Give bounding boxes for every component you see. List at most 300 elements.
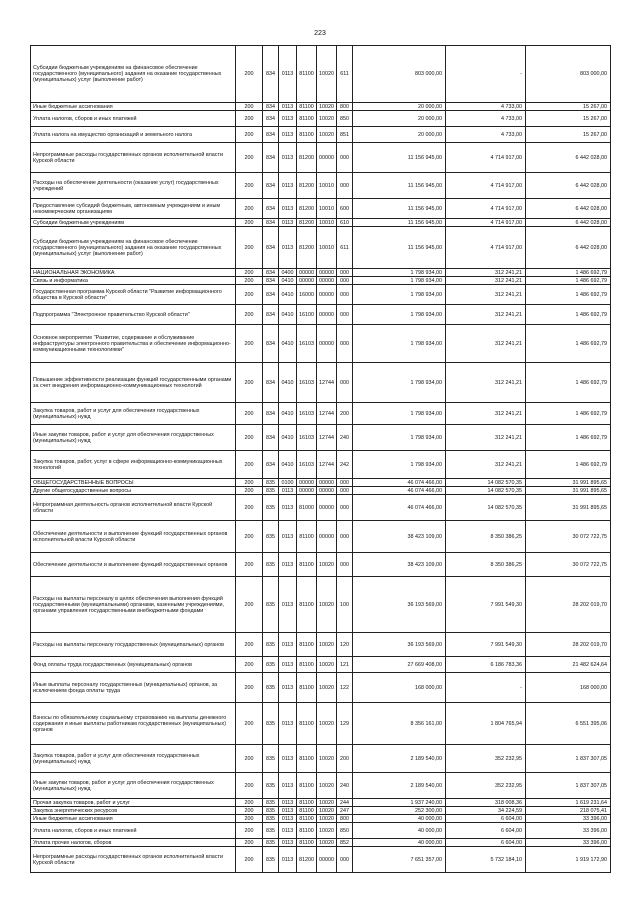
amount-cell-2: 4 733,00 (446, 127, 526, 143)
code-cell-5: 10010 (317, 219, 337, 227)
amount-cell-1: 38 423 109,00 (353, 553, 446, 577)
code-cell-2: 834 (263, 363, 279, 403)
row-name-cell: Закупка товаров, работ, услуг в сфере информационно-коммуникационных технологий (31, 451, 236, 479)
amount-cell-1: 36 193 569,00 (353, 633, 446, 657)
table-row (31, 219, 611, 227)
row-name-cell: Иные выплаты персоналу государственных (муниципальных) органов, за исключением фонда оплаты труда (31, 673, 236, 703)
amount-cell-1: 20 000,00 (353, 127, 446, 143)
code-cell-2: 834 (263, 143, 279, 173)
table-row (31, 487, 611, 495)
code-cell-5: 10010 (317, 199, 337, 219)
code-cell-3: 0113 (279, 521, 297, 553)
code-cell-1: 200 (236, 227, 263, 269)
code-cell-2: 834 (263, 173, 279, 199)
amount-cell-2: 1 804 765,94 (446, 703, 526, 745)
amount-cell-1: 1 798 934,00 (353, 325, 446, 363)
code-cell-1: 200 (236, 487, 263, 495)
amount-cell-3: 33 396,00 (526, 815, 611, 823)
amount-cell-1: 1 798 934,00 (353, 425, 446, 451)
amount-cell-3: 28 202 019,70 (526, 577, 611, 633)
code-cell-5: 00000 (317, 495, 337, 521)
code-cell-1: 200 (236, 847, 263, 873)
table-row (31, 839, 611, 847)
amount-cell-3: 1 486 692,79 (526, 425, 611, 451)
amount-cell-2: 4 733,00 (446, 111, 526, 127)
row-name-cell: Фонд оплаты труда государственных (муниципальных) органов (31, 657, 236, 673)
amount-cell-2: 14 082 570,35 (446, 487, 526, 495)
code-cell-2: 835 (263, 553, 279, 577)
table-row (31, 269, 611, 277)
code-cell-6: 244 (337, 799, 353, 807)
code-cell-4: 16103 (297, 363, 317, 403)
code-cell-5: 10020 (317, 46, 337, 103)
code-cell-2: 835 (263, 799, 279, 807)
amount-cell-1: 20 000,00 (353, 111, 446, 127)
amount-cell-2: 312 241,21 (446, 277, 526, 285)
code-cell-6: 610 (337, 219, 353, 227)
row-name-cell: Взносы по обязательному социальному страхованию на выплаты денежного содержания и иные выплаты работникам государственных (муниципальных) органов (31, 703, 236, 745)
amount-cell-3: 6 442 028,00 (526, 227, 611, 269)
amount-cell-3: 1 486 692,79 (526, 363, 611, 403)
row-name-cell: Непрограммные расходы государственных органов исполнительной власти Курской области (31, 143, 236, 173)
code-cell-1: 200 (236, 495, 263, 521)
code-cell-6: 850 (337, 823, 353, 839)
table-row (31, 325, 611, 363)
code-cell-2: 835 (263, 673, 279, 703)
code-cell-5: 10020 (317, 111, 337, 127)
amount-cell-2: 312 241,21 (446, 269, 526, 277)
code-cell-4: 00000 (297, 277, 317, 285)
row-name-cell: Основное мероприятие "Развитие, содержание и обслуживание инфраструктуры электронного правительства и обеспечение информационно-коммуникационными технологиями" (31, 325, 236, 363)
code-cell-2: 835 (263, 495, 279, 521)
row-name-cell: Другие общегосударственные вопросы (31, 487, 236, 495)
code-cell-4: 81100 (297, 673, 317, 703)
amount-cell-2: 6 604,00 (446, 815, 526, 823)
code-cell-3: 0410 (279, 425, 297, 451)
amount-cell-3: 1 837 307,05 (526, 745, 611, 773)
code-cell-1: 200 (236, 111, 263, 127)
code-cell-5: 10020 (317, 703, 337, 745)
table-row (31, 823, 611, 839)
code-cell-5: 10020 (317, 673, 337, 703)
amount-cell-2: - (446, 673, 526, 703)
table-row (31, 143, 611, 173)
code-cell-4: 81100 (297, 799, 317, 807)
amount-cell-3: 31 991 895,65 (526, 479, 611, 487)
code-cell-1: 200 (236, 673, 263, 703)
code-cell-1: 200 (236, 403, 263, 425)
code-cell-6: 000 (337, 277, 353, 285)
code-cell-6: 000 (337, 847, 353, 873)
code-cell-6: 000 (337, 487, 353, 495)
row-name-cell: Иные бюджетные ассигнования (31, 815, 236, 823)
row-name-cell: Повышение эффективности реализации функций государственными органами за счет внедрения информационно-коммуникационных технологий (31, 363, 236, 403)
code-cell-4: 00000 (297, 479, 317, 487)
row-name-cell: Закупка товаров, работ и услуг для обеспечения государственных (муниципальных) нужд (31, 403, 236, 425)
amount-cell-2: 14 082 570,35 (446, 495, 526, 521)
amount-cell-1: 11 156 945,00 (353, 173, 446, 199)
amount-cell-1: 1 798 934,00 (353, 269, 446, 277)
code-cell-3: 0410 (279, 305, 297, 325)
code-cell-1: 200 (236, 143, 263, 173)
code-cell-1: 200 (236, 325, 263, 363)
amount-cell-3: 6 442 028,00 (526, 143, 611, 173)
amount-cell-2: 4 733,00 (446, 103, 526, 111)
table-row (31, 673, 611, 703)
row-name-cell: Уплата налогов, сборов и иных платежей (31, 111, 236, 127)
code-cell-2: 834 (263, 199, 279, 219)
amount-cell-1: 1 798 934,00 (353, 403, 446, 425)
table-row (31, 173, 611, 199)
code-cell-4: 16103 (297, 403, 317, 425)
amount-cell-2: 7 991 549,30 (446, 633, 526, 657)
code-cell-5: 10020 (317, 127, 337, 143)
amount-cell-2: 318 008,36 (446, 799, 526, 807)
code-cell-3: 0113 (279, 219, 297, 227)
table-row (31, 633, 611, 657)
amount-cell-3: 1 486 692,79 (526, 451, 611, 479)
code-cell-6: 800 (337, 815, 353, 823)
code-cell-1: 200 (236, 451, 263, 479)
code-cell-5: 00000 (317, 143, 337, 173)
code-cell-2: 835 (263, 521, 279, 553)
code-cell-5: 10010 (317, 173, 337, 199)
code-cell-2: 835 (263, 823, 279, 839)
code-cell-5: 00000 (317, 325, 337, 363)
amount-cell-1: 11 156 945,00 (353, 227, 446, 269)
code-cell-2: 834 (263, 305, 279, 325)
code-cell-1: 200 (236, 363, 263, 403)
code-cell-1: 200 (236, 773, 263, 799)
code-cell-3: 0113 (279, 815, 297, 823)
amount-cell-1: 2 189 540,00 (353, 745, 446, 773)
code-cell-6: 000 (337, 285, 353, 305)
table-body (31, 46, 611, 873)
amount-cell-3: 6 442 028,00 (526, 173, 611, 199)
code-cell-5: 10020 (317, 657, 337, 673)
row-name-cell: Уплата прочих налогов, сборов (31, 839, 236, 847)
code-cell-4: 81100 (297, 657, 317, 673)
amount-cell-1: 11 156 945,00 (353, 143, 446, 173)
code-cell-3: 0113 (279, 847, 297, 873)
amount-cell-1: 1 798 934,00 (353, 451, 446, 479)
code-cell-6: 611 (337, 46, 353, 103)
code-cell-2: 834 (263, 103, 279, 111)
amount-cell-3: 31 991 895,65 (526, 495, 611, 521)
code-cell-6: 247 (337, 807, 353, 815)
row-name-cell: НАЦИОНАЛЬНАЯ ЭКОНОМИКА (31, 269, 236, 277)
code-cell-2: 835 (263, 745, 279, 773)
code-cell-4: 16103 (297, 325, 317, 363)
table-row (31, 227, 611, 269)
code-cell-3: 0113 (279, 495, 297, 521)
code-cell-1: 200 (236, 745, 263, 773)
amount-cell-1: 7 651 357,00 (353, 847, 446, 873)
code-cell-5: 10020 (317, 553, 337, 577)
budget-table (30, 45, 611, 873)
code-cell-4: 81200 (297, 143, 317, 173)
code-cell-4: 16103 (297, 451, 317, 479)
table-row (31, 745, 611, 773)
code-cell-4: 16000 (297, 285, 317, 305)
code-cell-3: 0100 (279, 479, 297, 487)
table-row (31, 305, 611, 325)
code-cell-3: 0113 (279, 773, 297, 799)
code-cell-2: 835 (263, 807, 279, 815)
table-row (31, 807, 611, 815)
code-cell-6: 121 (337, 657, 353, 673)
code-cell-5: 00000 (317, 479, 337, 487)
code-cell-5: 10020 (317, 815, 337, 823)
code-cell-4: 81100 (297, 703, 317, 745)
code-cell-1: 200 (236, 277, 263, 285)
amount-cell-3: 28 202 019,70 (526, 633, 611, 657)
amount-cell-3: 803 000,00 (526, 46, 611, 103)
amount-cell-2: 4 714 917,00 (446, 199, 526, 219)
code-cell-1: 200 (236, 553, 263, 577)
code-cell-4: 81100 (297, 46, 317, 103)
code-cell-1: 200 (236, 703, 263, 745)
row-name-cell: Расходы на обеспечение деятельности (оказание услуг) государственных учреждений (31, 173, 236, 199)
code-cell-3: 0113 (279, 745, 297, 773)
table-row (31, 403, 611, 425)
code-cell-1: 200 (236, 269, 263, 277)
code-cell-6: 000 (337, 173, 353, 199)
code-cell-2: 834 (263, 219, 279, 227)
amount-cell-2: 34 224,59 (446, 807, 526, 815)
amount-cell-2: 312 241,21 (446, 285, 526, 305)
amount-cell-3: 6 551 395,06 (526, 703, 611, 745)
row-name-cell: Предоставление субсидий бюджетным, автономным учреждениям и иным некоммерческим организациям (31, 199, 236, 219)
code-cell-6: 120 (337, 633, 353, 657)
code-cell-1: 200 (236, 219, 263, 227)
amount-cell-3: 218 075,41 (526, 807, 611, 815)
code-cell-3: 0113 (279, 799, 297, 807)
amount-cell-1: 27 669 408,00 (353, 657, 446, 673)
amount-cell-3: 1 486 692,79 (526, 285, 611, 305)
code-cell-5: 10020 (317, 839, 337, 847)
code-cell-1: 200 (236, 173, 263, 199)
code-cell-4: 81100 (297, 807, 317, 815)
amount-cell-1: 1 937 240,00 (353, 799, 446, 807)
code-cell-4: 81100 (297, 745, 317, 773)
amount-cell-3: 30 072 722,75 (526, 553, 611, 577)
row-name-cell: Обеспечение деятельности и выполнение функций государственных органов исполнительной власти Курской области (31, 521, 236, 553)
amount-cell-3: 15 267,00 (526, 111, 611, 127)
code-cell-2: 834 (263, 425, 279, 451)
code-cell-4: 81100 (297, 633, 317, 657)
code-cell-4: 81100 (297, 823, 317, 839)
table-row (31, 111, 611, 127)
table-row (31, 553, 611, 577)
row-name-cell: Субсидии бюджетным учреждениям (31, 219, 236, 227)
code-cell-2: 834 (263, 451, 279, 479)
amount-cell-2: 312 241,21 (446, 363, 526, 403)
row-name-cell: Субсидии бюджетным учреждениям на финансовое обеспечение государственного (муниципального) задания на оказание государственных (муниципальных) услуг (выполнение работ) (31, 227, 236, 269)
code-cell-6: 240 (337, 773, 353, 799)
code-cell-4: 16103 (297, 425, 317, 451)
amount-cell-1: 46 074 466,00 (353, 495, 446, 521)
code-cell-6: 000 (337, 553, 353, 577)
code-cell-6: 200 (337, 745, 353, 773)
amount-cell-1: 38 423 109,00 (353, 521, 446, 553)
code-cell-3: 0400 (279, 269, 297, 277)
amount-cell-2: - (446, 46, 526, 103)
code-cell-1: 200 (236, 425, 263, 451)
code-cell-4: 81100 (297, 111, 317, 127)
code-cell-3: 0410 (279, 451, 297, 479)
amount-cell-3: 1 619 231,64 (526, 799, 611, 807)
code-cell-2: 834 (263, 46, 279, 103)
row-name-cell: Непрограммная деятельность органов исполнительной власти Курской области (31, 495, 236, 521)
amount-cell-2: 4 714 917,00 (446, 227, 526, 269)
code-cell-6: 000 (337, 363, 353, 403)
code-cell-3: 0113 (279, 633, 297, 657)
code-cell-4: 81200 (297, 219, 317, 227)
code-cell-6: 100 (337, 577, 353, 633)
code-cell-1: 200 (236, 127, 263, 143)
amount-cell-3: 15 267,00 (526, 103, 611, 111)
code-cell-1: 200 (236, 305, 263, 325)
amount-cell-2: 5 732 184,10 (446, 847, 526, 873)
code-cell-6: 000 (337, 479, 353, 487)
amount-cell-1: 1 798 934,00 (353, 277, 446, 285)
row-name-cell: Субсидии бюджетным учреждениям на финансовое обеспечение государственного (муниципального) задания на оказание государственных (муниципальных) услуг (выполнение работ) (31, 46, 236, 103)
code-cell-6: 000 (337, 521, 353, 553)
code-cell-4: 81100 (297, 521, 317, 553)
code-cell-6: 850 (337, 111, 353, 127)
code-cell-5: 12744 (317, 363, 337, 403)
table-row (31, 285, 611, 305)
amount-cell-2: 14 082 570,35 (446, 479, 526, 487)
amount-cell-3: 31 991 895,65 (526, 487, 611, 495)
code-cell-4: 81200 (297, 847, 317, 873)
code-cell-2: 835 (263, 773, 279, 799)
code-cell-6: 200 (337, 403, 353, 425)
table-row (31, 495, 611, 521)
amount-cell-3: 1 486 692,79 (526, 269, 611, 277)
amount-cell-1: 8 356 161,00 (353, 703, 446, 745)
amount-cell-1: 36 193 569,00 (353, 577, 446, 633)
code-cell-6: 000 (337, 495, 353, 521)
code-cell-3: 0113 (279, 577, 297, 633)
row-name-cell: Закупка товаров, работ и услуг для обеспечения государственных (муниципальных) нужд (31, 745, 236, 773)
row-name-cell: Непрограммные расходы государственных органов исполнительной власти Курской области (31, 847, 236, 873)
amount-cell-3: 21 482 624,64 (526, 657, 611, 673)
code-cell-4: 81200 (297, 227, 317, 269)
row-name-cell: Уплата налогов, сборов и иных платежей (31, 823, 236, 839)
code-cell-2: 835 (263, 703, 279, 745)
code-cell-1: 200 (236, 46, 263, 103)
code-cell-3: 0113 (279, 657, 297, 673)
amount-cell-1: 803 000,00 (353, 46, 446, 103)
row-name-cell: Расходы на выплаты персоналу в целях обеспечения выполнения функций государственными (муниципальными) органами, казенными учреждениями, органами управления государственными внебюджетными фондами (31, 577, 236, 633)
code-cell-2: 835 (263, 479, 279, 487)
code-cell-4: 81100 (297, 839, 317, 847)
code-cell-1: 200 (236, 657, 263, 673)
amount-cell-2: 312 241,21 (446, 403, 526, 425)
amount-cell-2: 312 241,21 (446, 425, 526, 451)
amount-cell-1: 20 000,00 (353, 103, 446, 111)
row-name-cell: ОБЩЕГОСУДАРСТВЕННЫЕ ВОПРОСЫ (31, 479, 236, 487)
page-number: 223 (314, 30, 326, 37)
code-cell-5: 10020 (317, 773, 337, 799)
amount-cell-1: 2 189 540,00 (353, 773, 446, 799)
row-name-cell: Уплата налога на имущество организаций и земельного налога (31, 127, 236, 143)
table-row (31, 479, 611, 487)
code-cell-5: 00000 (317, 305, 337, 325)
code-cell-6: 242 (337, 451, 353, 479)
code-cell-4: 81000 (297, 495, 317, 521)
row-name-cell: Обеспечение деятельности и выполнение функций государственных органов (31, 553, 236, 577)
code-cell-2: 835 (263, 847, 279, 873)
code-cell-6: 122 (337, 673, 353, 703)
table-row (31, 425, 611, 451)
amount-cell-1: 40 000,00 (353, 823, 446, 839)
table-row (31, 847, 611, 873)
amount-cell-1: 46 074 466,00 (353, 487, 446, 495)
code-cell-6: 240 (337, 425, 353, 451)
code-cell-3: 0113 (279, 703, 297, 745)
code-cell-5: 10020 (317, 745, 337, 773)
code-cell-1: 200 (236, 199, 263, 219)
table-row (31, 577, 611, 633)
row-name-cell: Расходы на выплаты персоналу государственных (муниципальных) органов (31, 633, 236, 657)
code-cell-1: 200 (236, 799, 263, 807)
code-cell-4: 81200 (297, 199, 317, 219)
code-cell-3: 0113 (279, 173, 297, 199)
code-cell-4: 81100 (297, 103, 317, 111)
code-cell-3: 0113 (279, 487, 297, 495)
code-cell-3: 0113 (279, 143, 297, 173)
code-cell-2: 835 (263, 839, 279, 847)
code-cell-3: 0113 (279, 199, 297, 219)
code-cell-2: 834 (263, 277, 279, 285)
code-cell-5: 10020 (317, 633, 337, 657)
amount-cell-3: 1 486 692,79 (526, 277, 611, 285)
code-cell-2: 835 (263, 657, 279, 673)
table-row (31, 46, 611, 103)
code-cell-2: 834 (263, 403, 279, 425)
code-cell-4: 81100 (297, 553, 317, 577)
code-cell-3: 0113 (279, 227, 297, 269)
amount-cell-1: 1 798 934,00 (353, 305, 446, 325)
code-cell-6: 800 (337, 103, 353, 111)
amount-cell-2: 4 714 917,00 (446, 143, 526, 173)
code-cell-3: 0410 (279, 325, 297, 363)
code-cell-1: 200 (236, 285, 263, 305)
code-cell-5: 10020 (317, 103, 337, 111)
amount-cell-2: 312 241,21 (446, 451, 526, 479)
code-cell-5: 12744 (317, 451, 337, 479)
code-cell-1: 200 (236, 839, 263, 847)
code-cell-6: 000 (337, 325, 353, 363)
row-name-cell: Иные закупки товаров, работ и услуг для обеспечения государственных (муниципальных) нужд (31, 773, 236, 799)
amount-cell-1: 11 156 945,00 (353, 199, 446, 219)
code-cell-3: 0113 (279, 103, 297, 111)
code-cell-6: 000 (337, 269, 353, 277)
code-cell-6: 000 (337, 143, 353, 173)
amount-cell-3: 33 396,00 (526, 839, 611, 847)
code-cell-3: 0113 (279, 127, 297, 143)
table-row (31, 103, 611, 111)
amount-cell-2: 8 350 386,25 (446, 521, 526, 553)
code-cell-3: 0113 (279, 823, 297, 839)
amount-cell-3: 168 000,00 (526, 673, 611, 703)
amount-cell-3: 33 396,00 (526, 823, 611, 839)
code-cell-6: 129 (337, 703, 353, 745)
code-cell-2: 834 (263, 325, 279, 363)
